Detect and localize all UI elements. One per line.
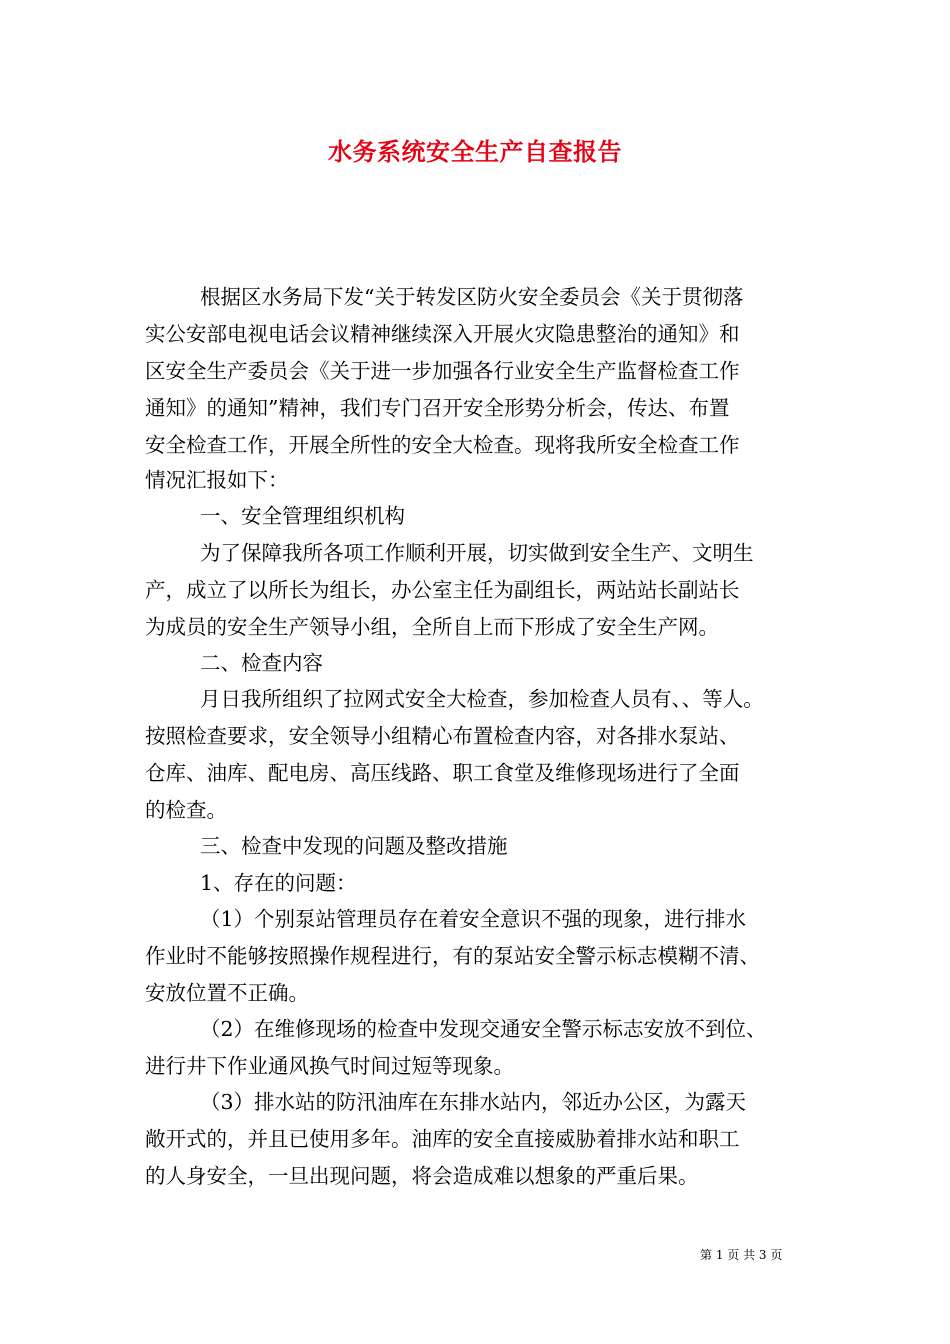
section-heading: 一、安全管理组织机构	[200, 504, 405, 528]
document-title: 水务系统安全生产自查报告	[328, 137, 622, 166]
paragraph-line: 的检查。	[145, 798, 227, 822]
paragraph-line: 按照检查要求，安全领导小组精心布置检查内容，对各排水泵站、	[145, 724, 740, 748]
subsection-heading: 1、存在的问题：	[200, 871, 357, 895]
paragraph-line: 根据区水务局下发“关于转发区防火安全委员会《关于贯彻落	[200, 285, 744, 309]
paragraph-line: 通知》的通知”精神，我们专门召开安全形势分析会，传达、布置	[145, 396, 730, 420]
paragraph-line: 为了保障我所各项工作顺利开展，切实做到安全生产、文明生	[200, 541, 754, 565]
paragraph-line: （1）个别泵站管理员存在着安全意识不强的现象，进行排水	[200, 907, 747, 931]
paragraph-line: 产，成立了以所长为组长，办公室主任为副组长，两站站长副站长	[145, 578, 740, 602]
paragraph-line: 仓库、油库、配电房、高压线路、职工食堂及维修现场进行了全面	[145, 761, 740, 785]
section-heading: 二、检查内容	[200, 651, 323, 675]
paragraph-line: 作业时不能够按照操作规程进行，有的泵站安全警示标志模糊不清、	[145, 944, 760, 968]
paragraph-line: （3）排水站的防汛油库在东排水站内，邻近办公区，为露天	[200, 1090, 747, 1114]
paragraph-line: 区安全生产委员会《关于进一步加强各行业安全生产监督检查工作	[145, 359, 740, 383]
paragraph-line: 情况汇报如下：	[145, 468, 289, 492]
paragraph-line: 实公安部电视电话会议精神继续深入开展火灾隐患整治的通知》和	[145, 322, 740, 346]
paragraph-line: 安放位置不正确。	[145, 981, 309, 1005]
paragraph-line: 为成员的安全生产领导小组，全所自上而下形成了安全生产网。	[145, 615, 719, 639]
page-number: 第 1 页 共 3 页	[700, 1248, 783, 1262]
paragraph-line: 安全检查工作，开展全所性的安全大检查。现将我所安全检查工作	[145, 433, 740, 457]
paragraph-line: （2）在维修现场的检查中发现交通安全警示标志安放不到位、	[200, 1017, 767, 1041]
paragraph-line: 进行井下作业通风换气时间过短等现象。	[145, 1054, 514, 1078]
paragraph-line: 敞开式的，并且已使用多年。油库的安全直接威胁着排水站和职工	[145, 1127, 740, 1151]
section-heading: 三、检查中发现的问题及整改措施	[200, 834, 508, 858]
paragraph-line: 的人身安全，一旦出现问题，将会造成难以想象的严重后果。	[145, 1164, 699, 1188]
paragraph-line: 月日我所组织了拉网式安全大检查，参加检查人员有、、等人。	[200, 687, 764, 711]
